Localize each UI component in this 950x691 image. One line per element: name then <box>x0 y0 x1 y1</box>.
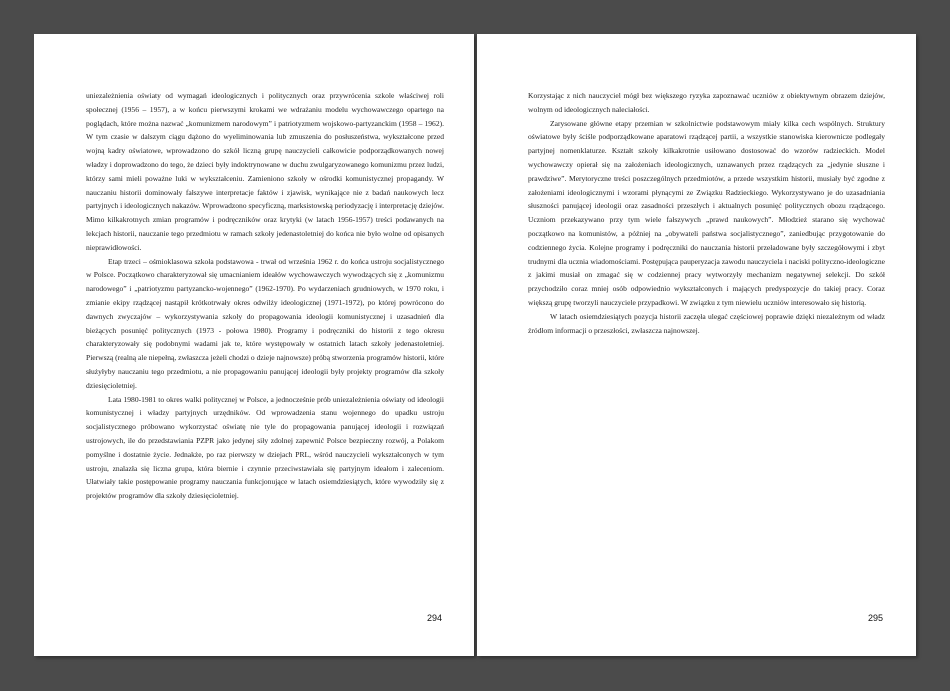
paragraph: W latach osiemdziesiątych pozycja historii zaczęła ulegać częściowej poprawie dzięki niezależnym od władz źródłom informacji o przeszłości, zwłaszcza najnowszej. <box>528 311 885 335</box>
paragraph: Zarysowane główne etapy przemian w szkolnictwie podstawowym miały kilka cech wspólnych. Struktury oświatowe były ściśle podporządkowane aparatowi rządzącej partii, a wszystkie stanowiska kierownicze podlegały partyjnej nomenklaturze. Kształt szkoły kilkakrotnie usiłowano dostosować do wzorów radzieckich. Model wychowawczy opierał się na założeniach ideologicznych, uznawanych przez rządzących za „jedynie słuszne i prawdziwe”. Merytoryczne treści poszczególnych przedmiotów, a przede wszystkim historii, musiały być zgodne z założeniami ideologicznymi i wzorami płynącymi ze Związku Radzieckiego. Wykorzystywano je do uzasadniania słuszności panującej ideologii oraz zasadności przeszłych i aktualnych posunięć politycznych obozu rządzącego. Uczniom przekazywano przy tym wiele fałszywych „prawd naukowych”. Młodzież starano się wychować początkowo na komunistów, a później na „obywateli państwa socjalistycznego”, zaniedbując przygotowanie do codziennego życia. Kolejne programy i podręczniki do nauczania historii przeładowane były szczegółowymi i zbyt trudnymi dla ucznia wiadomościami. Postępująca pauperyzacja zawodu nauczyciela i naciski polityczno-ideologiczne z jakimi musiał on zmagać się w codziennej pracy wytworzyły mechanizm negatywnej selekcji. Do szkół przychodziło coraz mniej osób odpowiednio wykształconych i mających predyspozycje do takiej pracy. Coraz większą grupę tworzyli nauczyciele przypadkowi. W związku z tym niewielu uczniów interesowało się historią. <box>528 118 885 307</box>
paragraph: uniezależnienia oświaty od wymagań ideologicznych i politycznych oraz przywrócenia szkole właściwej roli społecznej (1956 – 1957), a w końcu pierwszymi krokami we wdrażaniu modelu wychowawczego opartego na poglądach, które można nazwać „komunizmem narodowym” i patriotyzmem wojskowo-partyzanckim (1958 – 1962). W tym czasie w dalszym ciągu dążono do wyeliminowania lub zmuszenia do posłuszeństwa, wykształcone przed wojną kadry oświatowe, wprowadzono do szkół liczną grupę nauczycieli całkowicie podporządkowanych nowej władzy i doprowadzono do tego, że dzieci były indoktrynowane w duchu zwulgaryzowanego komunizmu przez ludzi, którzy sami mieli poważne luki w wykształceniu. Zamieniono szkoły w ośrodki komunistycznej propagandy. W nauczaniu historii dominowały fałszywe interpretacje faktów i zjawisk, wynikające nie z badań naukowych lecz partyjnych i ideologicznych nakazów. Wprowadzono specyficzną, marksistowską periodyzację i interpretację dziejów. Mimo kilkakrotnych zmian programów i podręczników oraz krytyki (w latach 1956-1957) treści podawanych na lekcjach historii, nauczanie tego przedmiotu w ramach szkoły jedenastoletniej do końca nie było wolne od opisanych nieprawidłowości. <box>86 91 444 252</box>
paragraph: Etap trzeci – ośmioklasowa szkoła podstawowa - trwał od września 1962 r. do końca ustroju socjalistycznego w Polsce. Początkowo charakteryzował się umacnianiem ideałów wychowawczych wywodzących się z „komunizmu narodowego” i „patriotyzmu partyzancko-wojennego” (1962-1970). Po wydarzeniach grudniowych, w 1970 roku, i zmianie ekipy rządzącej nastąpił krótkotrwały okres odwilży ideologicznej (1971-1972), po której powrócono do dawnych zwyczajów – wykorzystywania szkoły do propagowania ideologii komunistycznej i uzasadnień dla bieżących posunięć politycznych (1973 - połowa 1980). Programy i podręczniki do historii z tego okresu charakteryzowały się podobnymi wadami jak te, które występowały w ostatnich latach szkoły jedenastoletniej. Pierwszą (realną ale niepełną, zwłaszcza jeżeli chodzi o dzieje najnowsze) próbą stworzenia programów historii, które służyłyby nauczaniu tego przedmiotu, a nie propagowaniu panującej ideologii były projekty programów dla szkoły dziesięcioletniej. <box>86 256 444 390</box>
left-page <box>34 34 474 656</box>
right-page <box>477 34 916 656</box>
paragraph: Lata 1980-1981 to okres walki politycznej w Polsce, a jednocześnie prób uniezależnienia oświaty od ideologii komunistycznej i władzy partyjnych urzędników. Od wprowadzenia stanu wojennego do upadku ustroju socjalistycznego próbowano wykorzystać oświatę nie tyle do propagowania panującej ideologii i rozwiązań ustrojowych, ile do przedstawiania PZPR jako jedynej siły zdolnej zapewnić Polsce bezpieczny rozwój, a Polakom pomyślne i dostatnie życie. Jednakże, po raz pierwszy w dziejach PRL, wśród nauczycieli wykształconych w tym ustroju, znalazła się liczna grupa, która biernie i czynnie przeciwstawiała się partyjnym ideałom i zaleceniom. Ułatwiały takie postępowanie programy nauczania funkcjonujące w latach osiemdziesiątych, które wywodziły się z projektów programów dla szkoły dziesięcioletniej. <box>86 394 444 501</box>
paragraph: Korzystając z nich nauczyciel mógł bez większego ryzyka zapoznawać uczniów z obiektywnym obrazem dziejów, wolnym od ideologicznych naleciałości. <box>528 91 885 114</box>
right-page-text <box>528 89 885 337</box>
left-page-text <box>86 89 444 503</box>
page-number: 294 <box>427 613 443 623</box>
page-number: 295 <box>868 613 884 623</box>
